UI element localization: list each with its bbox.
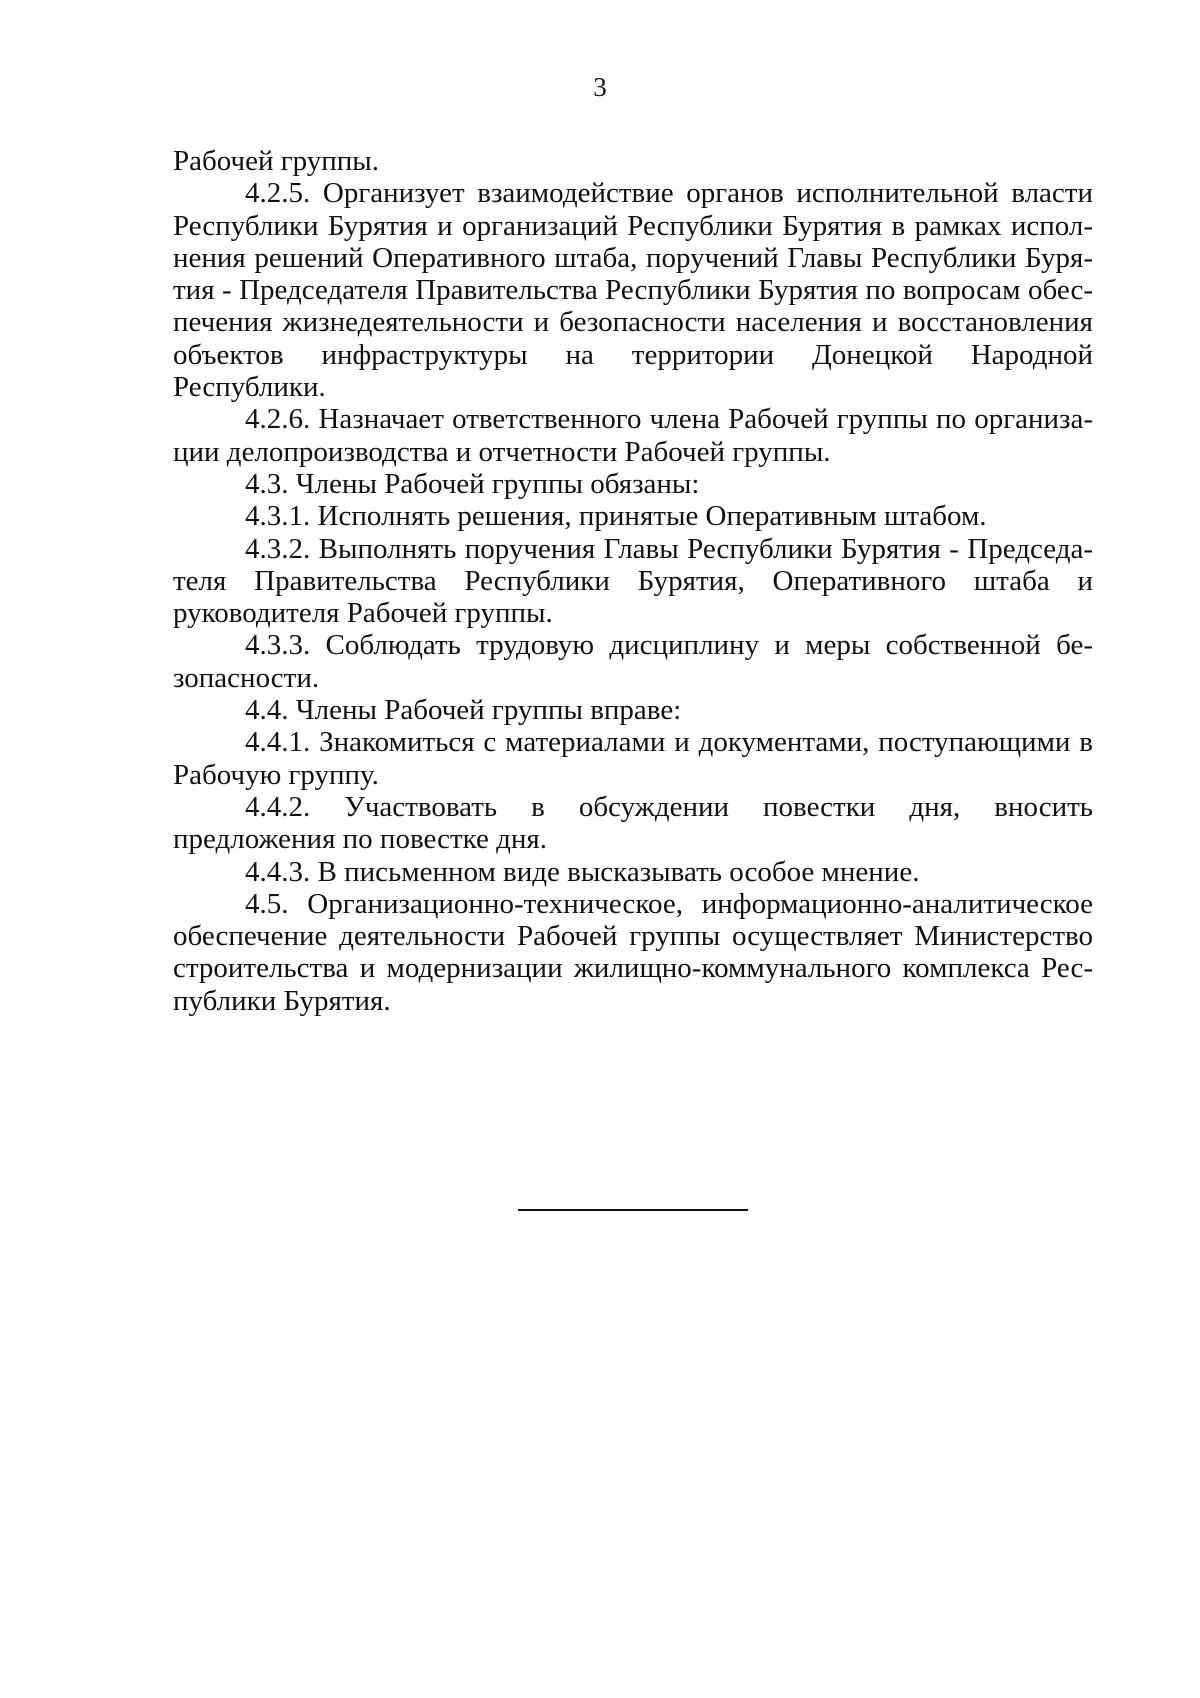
paragraph-4-3-1: 4.3.1. Исполнять решения, принятые Оперативным штабом. [245, 500, 987, 533]
paragraph-4-4: 4.4. Члены Рабочей группы вправе: [245, 694, 682, 727]
paragraph-4-2-6: 4.2.6. Назначает ответственного члена Рабочей группы по организации делопроизводства и отчетности Рабочей группы. [173, 403, 1093, 468]
paragraph-4-3: 4.3. Члены Рабочей группы обязаны: [245, 467, 700, 500]
paragraph-4-2-5: 4.2.5. Организует взаимодействие органов исполнительной власти Республики Бурятия и организаций Республики Бурятия в рамках исполнения решений Оперативного штаба, поручений Главы Республики Бурятия - Председателя Правительства Республики Бурятия по вопросам обеспечения жизнедеятельности и безопасности населения и восстановления объектов инфраструктуры на территории Донецкой Народной Республики. [173, 177, 1093, 404]
paragraph-continuation: Рабочей группы. [173, 145, 380, 177]
paragraph-4-3-2: 4.3.2. Выполнять поручения Главы Республики Бурятия - Председателя Правительства Республики Бурятия, Оперативного штаба и руководителя Рабочей группы. [173, 532, 1093, 630]
end-of-document-rule [518, 1209, 748, 1211]
paragraph-4-4-2: 4.4.2. Участвовать в обсуждении повестки дня, вносить предложения по повестке дня. [173, 790, 1093, 856]
paragraph-4-5: 4.5. Организационно-техническое, информационно-аналитическое обеспечение деятельности Рабочей группы осуществляет Министерство строительства и модернизации жилищно-коммунального комплекса Республики Бурятия. [173, 887, 1093, 1017]
paragraph-4-3-3: 4.3.3. Соблюдать трудовую дисциплину и меры собственной безопасности. [173, 629, 1093, 694]
document-body [173, 145, 1093, 1017]
paragraph-4-4-3: 4.4.3. В письменном виде высказывать особое мнение. [245, 855, 920, 888]
page-number: 3 [593, 72, 607, 102]
paragraph-4-4-1: 4.4.1. Знакомиться с материалами и документами, поступающими в Рабочую группу. [173, 726, 1093, 791]
